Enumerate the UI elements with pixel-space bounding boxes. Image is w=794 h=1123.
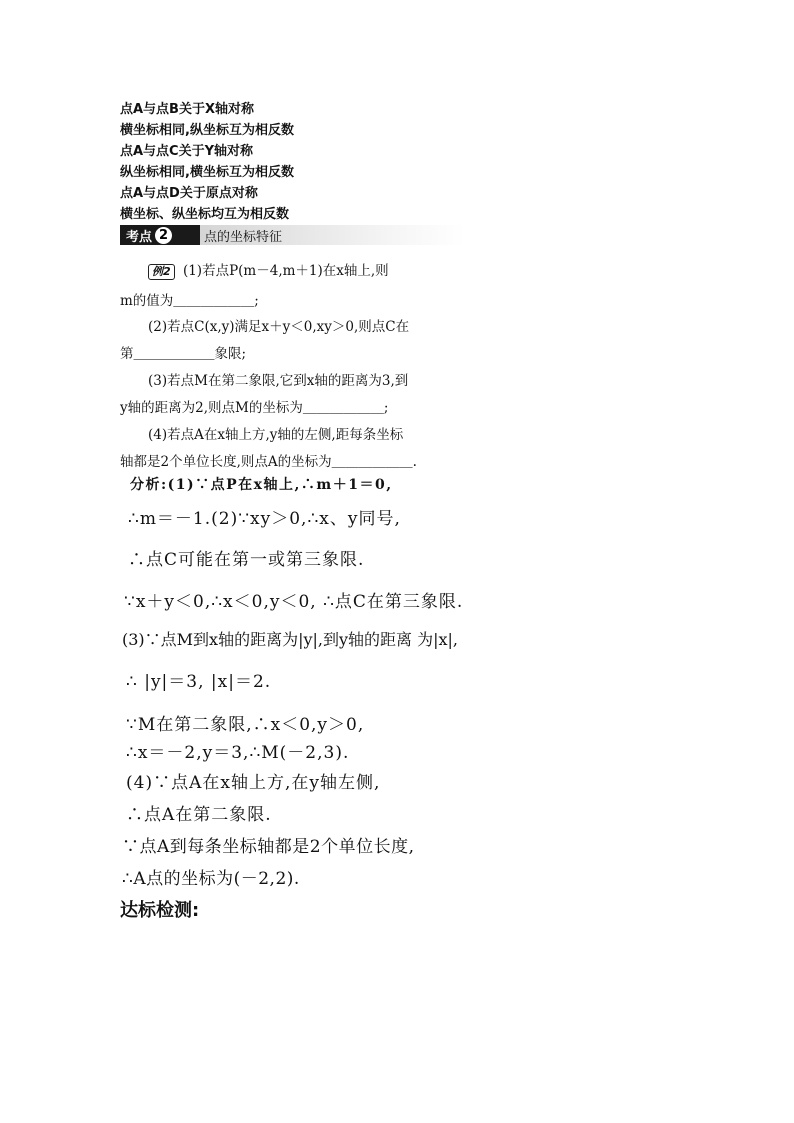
- analysis-line-4: ∵x＋y＜0,∴x＜0,y＜0, ∴点C在第三象限.: [124, 592, 464, 612]
- section-number: 2: [155, 227, 172, 244]
- analysis-line-1: 分析:(1)∵点P在x轴上,∴m＋1＝0,: [130, 477, 393, 493]
- analysis-line-2: ∴m＝－1.(2)∵xy＞0,∴x、y同号,: [128, 509, 401, 529]
- section-label: 考点: [126, 229, 153, 245]
- symmetry-line-1: 点A与点B关于X轴对称: [120, 102, 254, 117]
- example-line-7: (4)若点A在x轴上方,y轴的左侧,距每条坐标: [148, 427, 404, 443]
- example-line-8: 轴都是2个单位长度,则点A的坐标为＿＿＿＿＿＿.: [120, 454, 417, 470]
- analysis-line-10: ∴点A在第二象限.: [126, 805, 272, 825]
- section-header: [120, 225, 465, 245]
- final-heading: 达标检测:: [120, 900, 200, 921]
- example-line-2: m的值为＿＿＿＿＿＿;: [120, 293, 259, 309]
- section-label-badge: [120, 225, 200, 245]
- symmetry-line-2: 横坐标相同,纵坐标互为相反数: [120, 123, 294, 138]
- section-title: 点的坐标特征: [204, 230, 283, 245]
- example-text-1: (1)若点P(m－4,m＋1)在x轴上,则: [182, 263, 389, 279]
- analysis-line-12: ∴A点的坐标为(－2,2).: [122, 869, 300, 889]
- example-line-1: [148, 259, 389, 280]
- symmetry-line-6: 横坐标、纵坐标均互为相反数: [120, 207, 290, 222]
- analysis-line-7: ∵M在第二象限,∴x＜0,y＞0,: [126, 715, 365, 735]
- analysis-line-5: (3)∵点M到x轴的距离为|y|,到y轴的距离 为|x|,: [122, 630, 458, 649]
- analysis-line-9: (4)∵点A在x轴上方,在y轴左侧,: [126, 773, 381, 793]
- example-line-5: (3)若点M在第二象限,它到x轴的距离为3,到: [148, 373, 409, 389]
- example-line-6: y轴的距离为2,则点M的坐标为＿＿＿＿＿＿;: [120, 400, 389, 416]
- symmetry-line-3: 点A与点C关于Y轴对称: [120, 144, 254, 159]
- analysis-line-8: ∴x＝－2,y＝3,∴M(－2,3).: [126, 743, 350, 763]
- symmetry-line-4: 纵坐标相同,横坐标互为相反数: [120, 165, 294, 180]
- symmetry-line-5: 点A与点D关于原点对称: [120, 186, 258, 201]
- example-icon: 例2: [148, 264, 175, 280]
- example-line-3: (2)若点C(x,y)满足x＋y＜0,xy＞0,则点C在: [148, 319, 410, 335]
- analysis-line-6: ∴ |y|＝3, |x|＝2.: [126, 672, 272, 692]
- analysis-line-3: ∴点C可能在第一或第三象限.: [128, 550, 365, 570]
- analysis-line-11: ∵点A到每条坐标轴都是2个单位长度,: [122, 837, 415, 857]
- example-line-4: 第＿＿＿＿＿＿象限;: [120, 346, 247, 362]
